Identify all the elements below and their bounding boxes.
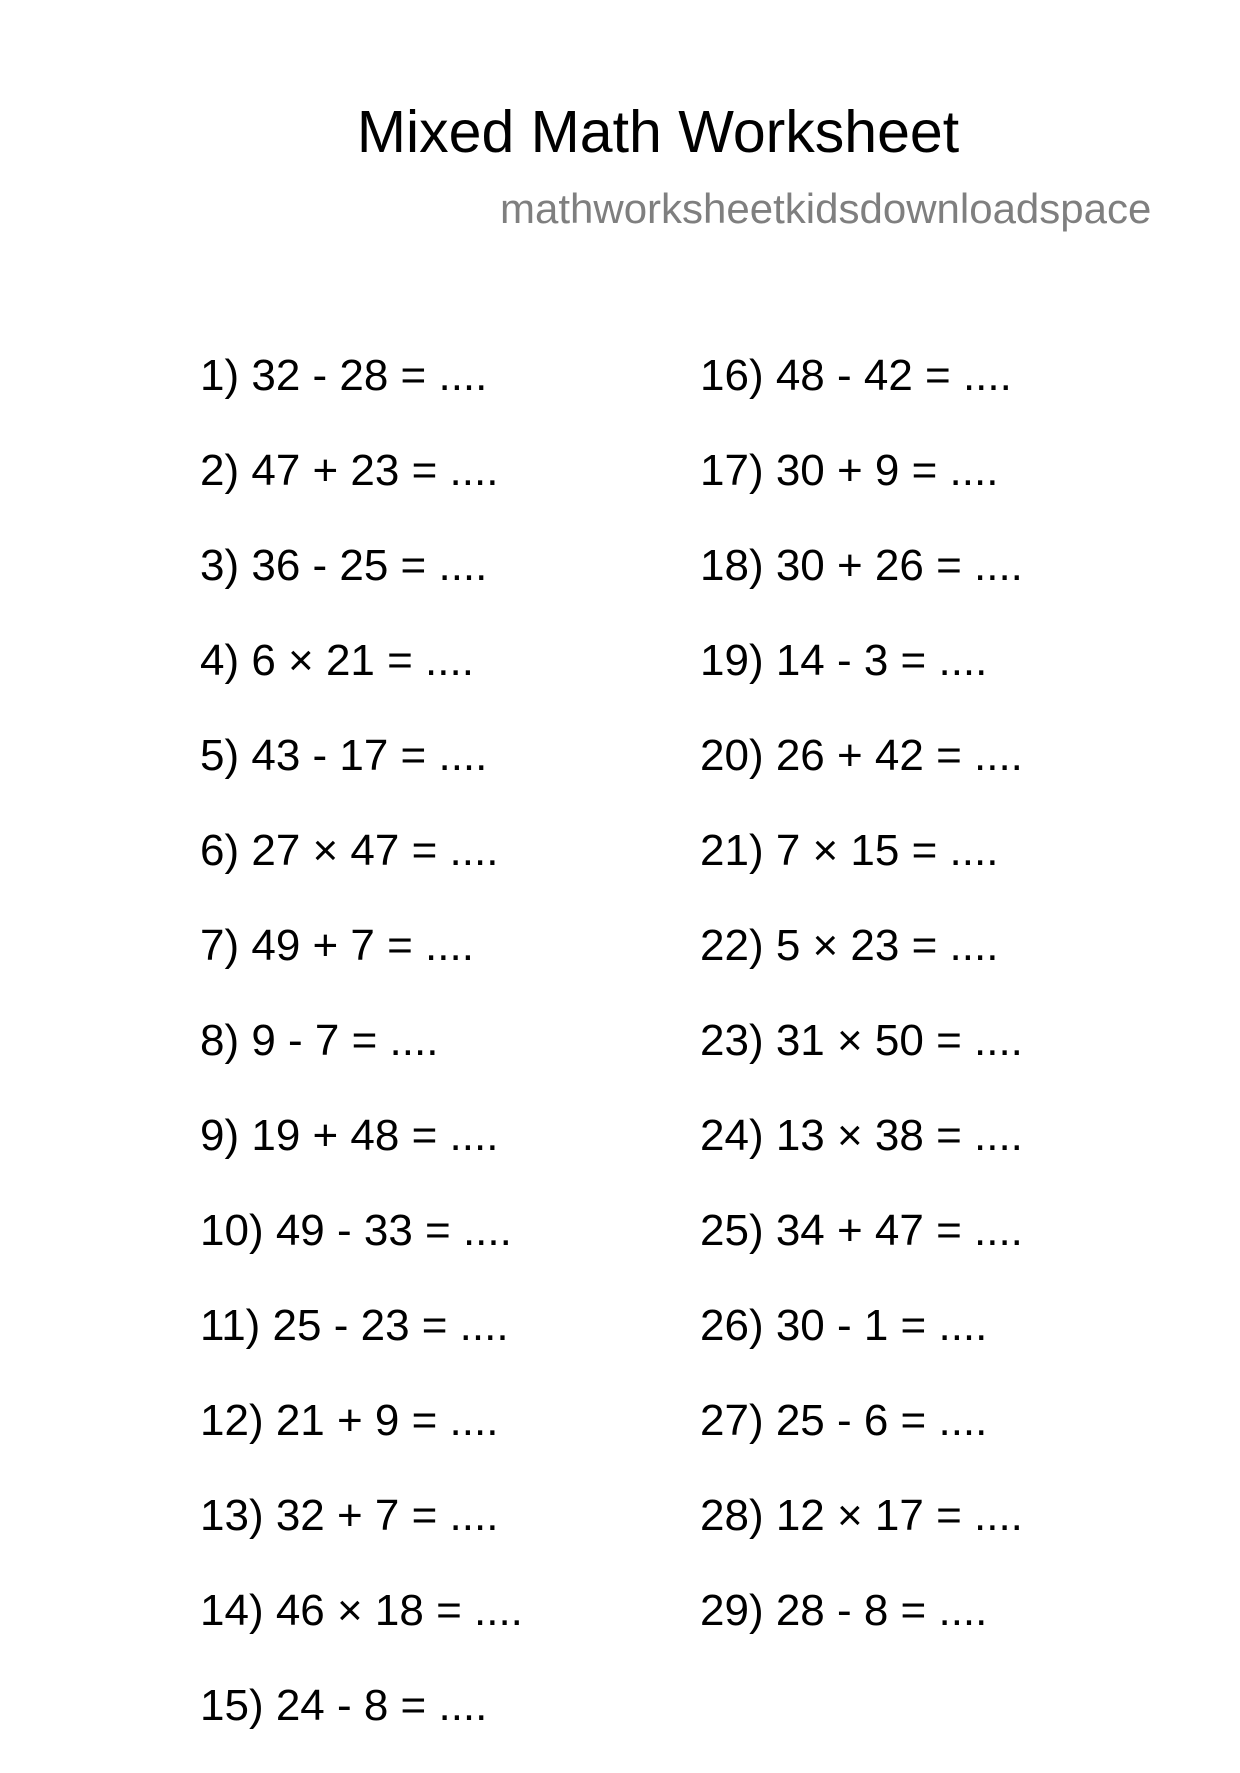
problem-item: 27) 25 - 6 = ....	[700, 1396, 988, 1445]
problem-item: 20) 26 + 42 = ....	[700, 731, 1023, 780]
problem-item: 14) 46 × 18 = ....	[200, 1586, 523, 1635]
problem-item: 1) 32 - 28 = ....	[200, 351, 488, 400]
problem-item: 6) 27 × 47 = ....	[200, 826, 499, 875]
problem-column-right	[700, 348, 1023, 1678]
problem-item: 28) 12 × 17 = ....	[700, 1491, 1023, 1540]
problem-item: 21) 7 × 15 = ....	[700, 826, 999, 875]
problem-item: 3) 36 - 25 = ....	[200, 541, 488, 590]
problem-item: 25) 34 + 47 = ....	[700, 1206, 1023, 1255]
problem-item: 18) 30 + 26 = ....	[700, 541, 1023, 590]
problem-item: 17) 30 + 9 = ....	[700, 446, 999, 495]
problem-item: 12) 21 + 9 = ....	[200, 1396, 499, 1445]
problem-item: 23) 31 × 50 = ....	[700, 1016, 1023, 1065]
problem-item: 11) 25 - 23 = ....	[200, 1301, 509, 1350]
problem-item: 5) 43 - 17 = ....	[200, 731, 488, 780]
problem-item: 15) 24 - 8 = ....	[200, 1681, 488, 1730]
page-title: Mixed Math Worksheet	[356, 99, 960, 165]
problem-item: 19) 14 - 3 = ....	[700, 636, 988, 685]
problem-item: 10) 49 - 33 = ....	[200, 1206, 512, 1255]
problem-item: 16) 48 - 42 = ....	[700, 351, 1012, 400]
problem-item: 22) 5 × 23 = ....	[700, 921, 999, 970]
problem-item: 13) 32 + 7 = ....	[200, 1491, 499, 1540]
problem-item: 8) 9 - 7 = ....	[200, 1016, 439, 1065]
problem-column-left	[200, 348, 523, 1773]
problem-item: 26) 30 - 1 = ....	[700, 1301, 988, 1350]
problem-item: 9) 19 + 48 = ....	[200, 1111, 499, 1160]
problem-item: 29) 28 - 8 = ....	[700, 1586, 988, 1635]
problem-item: 24) 13 × 38 = ....	[700, 1111, 1023, 1160]
source-watermark: mathworksheetkidsdownloadspace	[500, 185, 1152, 232]
problem-item: 2) 47 + 23 = ....	[200, 446, 499, 495]
problem-item: 7) 49 + 7 = ....	[200, 921, 474, 970]
problem-item: 4) 6 × 21 = ....	[200, 636, 474, 685]
